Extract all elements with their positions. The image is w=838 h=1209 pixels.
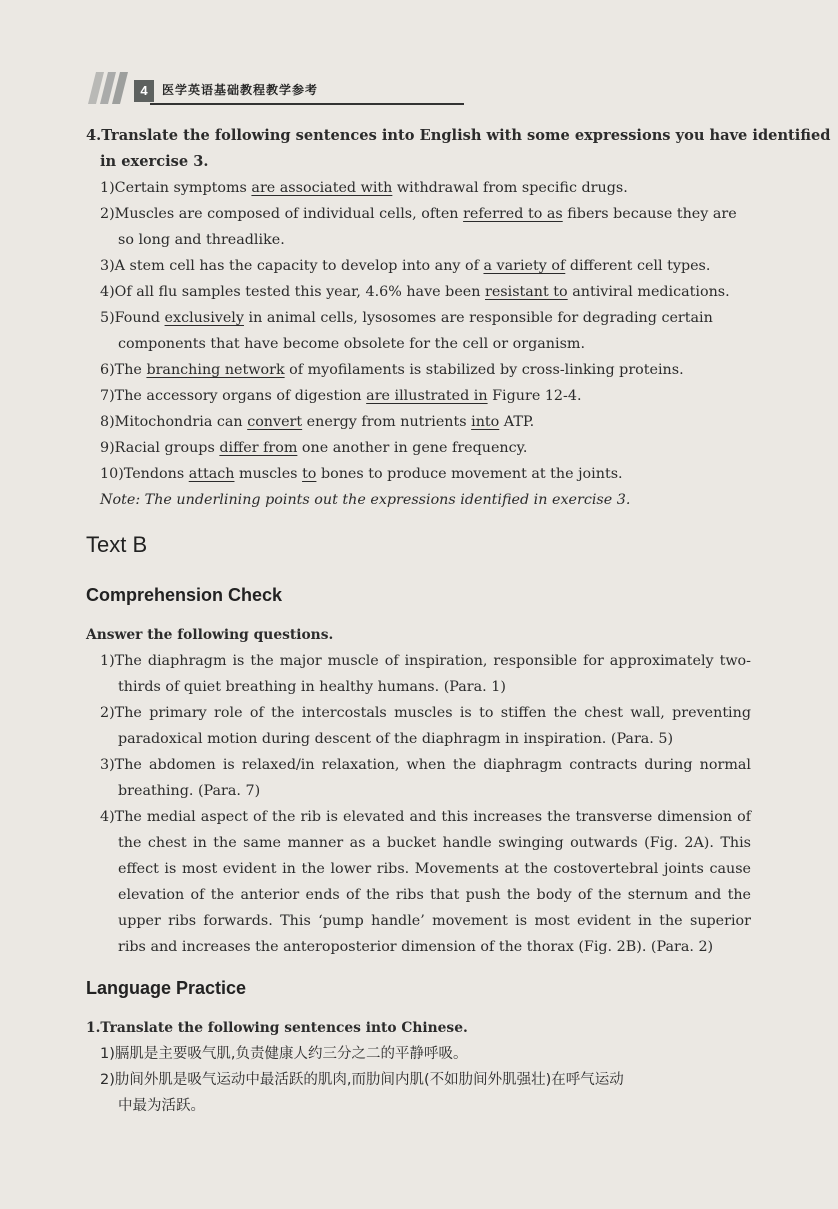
- section-title-text-b: Text B: [86, 532, 148, 557]
- sentence-6: 6)The branching network of myofilaments is stabilized by cross-linking proteins.: [100, 362, 684, 378]
- subsection-title-language: Language Practice: [86, 978, 247, 998]
- sentence-2-cont: so long and threadlike.: [118, 232, 285, 248]
- answer-3: 3)The abdomen is relaxed/in relaxation, when the diaphragm contracts during normal: [100, 757, 751, 773]
- answer-2: 2)The primary role of the intercostals muscles is to stiffen the chest wall, preventing: [100, 705, 751, 721]
- sentence-8: 8)Mitochondria can convert energy from nutrients into ATP.: [100, 414, 535, 430]
- answer-1-cont: thirds of quiet breathing in healthy humans. (Para. 1): [118, 679, 506, 695]
- sentence-5: 5)Found exclusively in animal cells, lysosomes are responsible for degrading certain: [100, 310, 713, 326]
- chinese-translation-1: 1)膈肌是主要吸气肌,负责健康人约三分之二的平静呼吸。: [100, 1046, 468, 1062]
- answer-4-cont: ribs and increases the anteroposterior dimension of the thorax (Fig. 2B). (Para. 2): [118, 939, 714, 955]
- answer-4-cont: elevation of the anterior ends of the ribs that push the body of the sternum and the: [118, 887, 751, 903]
- exercise-4: [86, 123, 831, 513]
- chinese-translation-2-cont: 中最为活跃。: [118, 1098, 205, 1114]
- subsection-title-comprehension: Comprehension Check: [86, 585, 283, 605]
- header-rule: [150, 103, 464, 105]
- comprehension-prompt: Answer the following questions.: [86, 627, 334, 643]
- exercise-heading: in exercise 3.: [100, 153, 209, 170]
- sentence-5-cont: components that have become obsolete for the cell or organism.: [118, 336, 586, 352]
- sentence-9: 9)Racial groups differ from one another in gene frequency.: [100, 440, 528, 456]
- chinese-translation-2: 2)肋间外肌是吸气运动中最活跃的肌肉,而肋间内肌(不如肋间外肌强壮)在呼气运动: [100, 1072, 624, 1088]
- book-title: 医学英语基础教程教学参考: [162, 83, 319, 97]
- sentence-10: 10)Tendons attach muscles to bones to produce movement at the joints.: [100, 466, 623, 482]
- answer-4: 4)The medial aspect of the rib is elevated and this increases the transverse dimension of: [100, 809, 751, 825]
- answer-2-cont: paradoxical motion during descent of the diaphragm in inspiration. (Para. 5): [118, 731, 674, 747]
- answer-4-cont: the chest in the same manner as a bucket handle swinging outwards (Fig. 2A). This: [118, 835, 751, 851]
- sentence-1: 1)Certain symptoms are associated with withdrawal from specific drugs.: [100, 180, 628, 196]
- exercise-heading: 4.Translate the following sentences into English with some expressions you have identified: [86, 127, 831, 144]
- language-prompt: 1.Translate the following sentences into Chinese.: [86, 1020, 468, 1036]
- language-practice: [86, 1015, 751, 1119]
- page-header: [84, 68, 464, 108]
- sentence-7: 7)The accessory organs of digestion are illustrated in Figure 12-4.: [100, 388, 582, 404]
- comprehension-answers: [86, 622, 751, 960]
- page-number: 4: [134, 80, 154, 102]
- sentence-2: 2)Muscles are composed of individual cells, often referred to as fibers because they are: [100, 206, 737, 222]
- answer-3-cont: breathing. (Para. 7): [118, 783, 261, 799]
- answer-4-cont: upper ribs forwards. This ‘pump handle’ movement is most evident in the superior: [118, 913, 751, 929]
- exercise-note: Note: The underlining points out the expressions identified in exercise 3.: [100, 492, 631, 508]
- answer-4-cont: effect is most evident in the lower ribs. Movements at the costovertebral joints cause: [118, 861, 751, 877]
- answer-1: 1)The diaphragm is the major muscle of inspiration, responsible for approximately two-: [100, 653, 751, 669]
- sentence-4: 4)Of all flu samples tested this year, 4.6% have been resistant to antiviral medications.: [100, 284, 730, 300]
- sentence-3: 3)A stem cell has the capacity to develop into any of a variety of different cell types.: [100, 258, 711, 274]
